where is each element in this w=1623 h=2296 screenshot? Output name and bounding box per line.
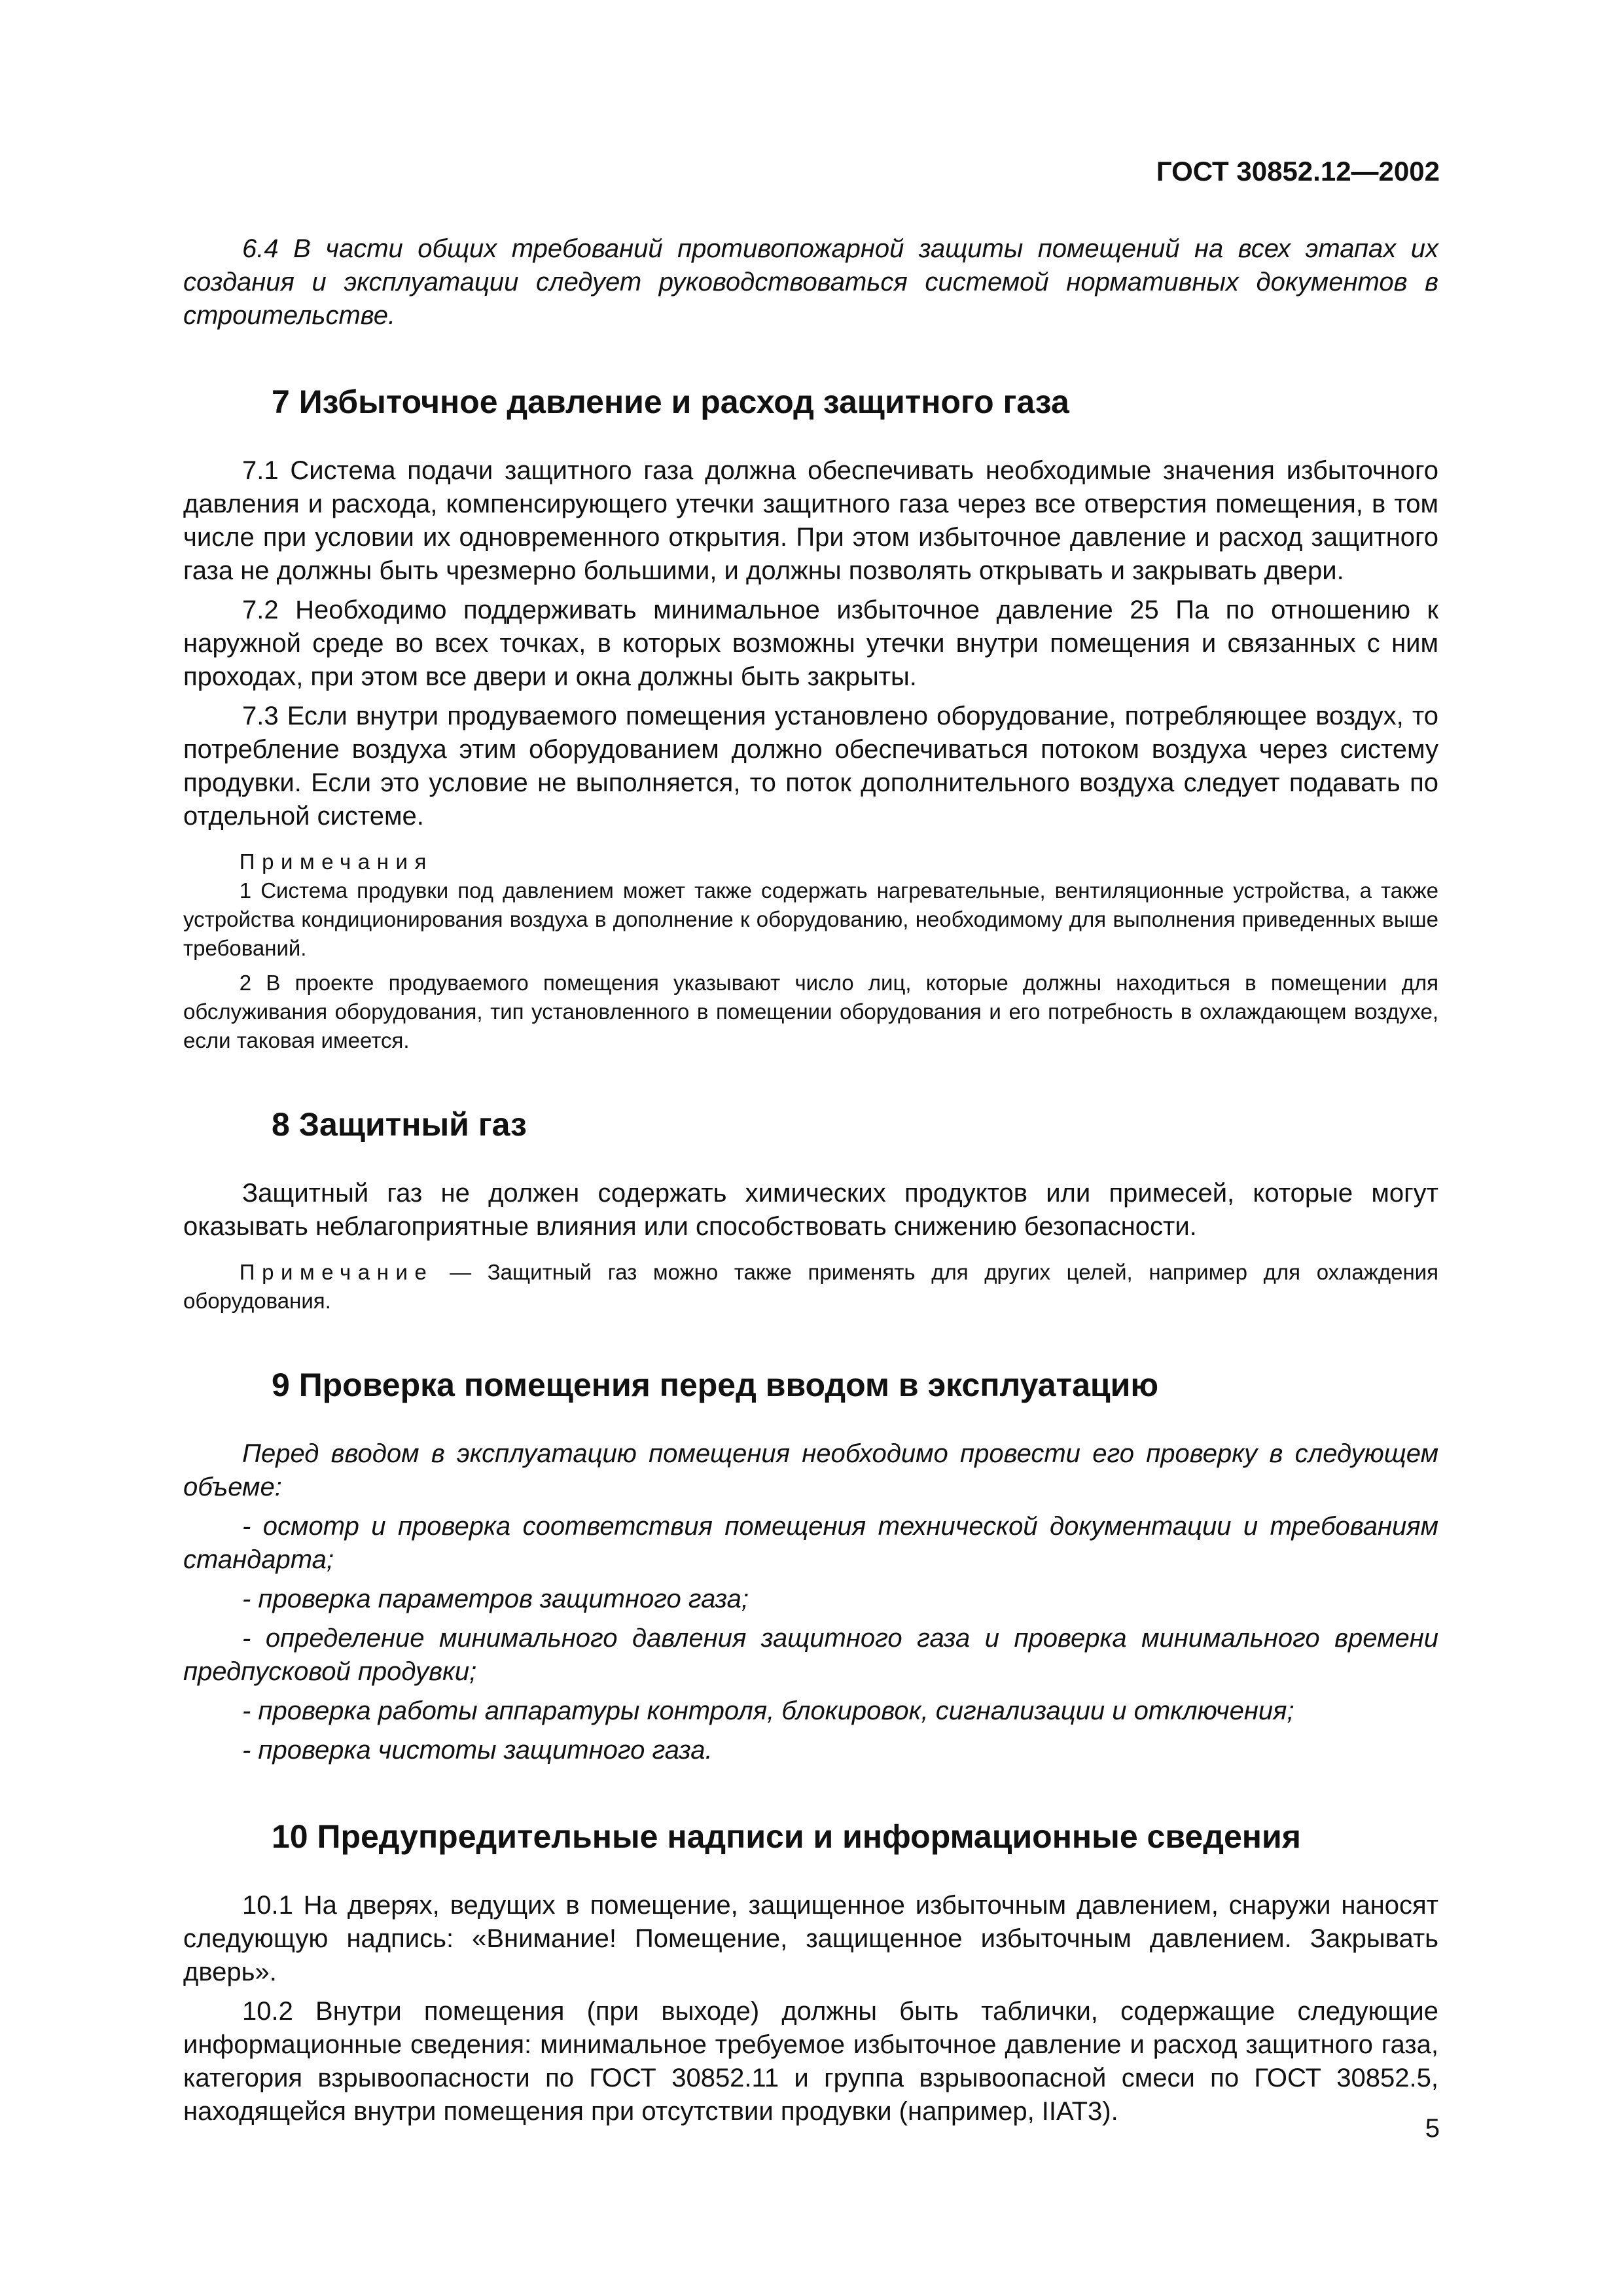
list-item: - проверка работы аппаратуры контроля, блокировок, сигнализации и отключения; [242, 1696, 1294, 1725]
list-item: - определение минимального давления защитного газа и проверка минимального времени предпусковой продувки; [183, 1624, 1438, 1686]
page-number: 5 [1425, 2114, 1440, 2143]
paragraph-10-1: 10.1 На дверях, ведущих в помещение, защищенное избыточным давлением, снаружи наносят следующую надпись: «Внимание! Помещение, защищенное избыточным давлением. Закрывать дверь». [183, 1891, 1438, 1986]
notes-title: Примечания [239, 850, 433, 874]
section-10-heading: 10 Предупредительные надписи и информационные сведения [272, 1818, 1301, 1855]
section-9-heading: 9 Проверка помещения перед вводом в эксплуатацию [272, 1367, 1159, 1403]
note-label: Примечание [239, 1260, 434, 1284]
paragraph-7-2: 7.2 Необходимо поддерживать минимальное избыточное давление 25 Па по отношению к наружной среде во всех точках, в которых возможны утечки внутри помещения и связанных с ним проходах, при этом все двери и окна должны быть закрыты. [183, 596, 1438, 691]
note-2: 2 В проекте продуваемого помещения указывают число лиц, которые должны находиться в помещении для обслуживания оборудования, тип установленного в помещении оборудования и его потребность в охлаждающем воздухе, если таковая имеется. [183, 971, 1438, 1052]
paragraph-6-4: 6.4 В части общих требований противопожарной защиты помещений на всех этапах их создания и эксплуатации следует руководствоваться системой нормативных документов в строительстве. [183, 234, 1438, 330]
paragraph-7-1: 7.1 Система подачи защитного газа должна обеспечивать необходимые значения избыточного давления и расхода, компенсирующего утечки защитного газа через все отверстия помещения, в том числе при условии их одновременного открытия. При этом избыточное давление и расход защитного газа не должны быть чрезмерно большими, и должны позволять открывать и закрывать двери. [183, 456, 1438, 585]
paragraph-9-intro: Перед вводом в эксплуатацию помещения необходимо провести его проверку в следующем объеме: [183, 1439, 1438, 1501]
list-item: - проверка чистоты защитного газа. [242, 1736, 713, 1765]
note-text: — Защитный газ можно также применять для других целей, например для охлаждения оборудования. [183, 1260, 1438, 1313]
paragraph-10-2: 10.2 Внутри помещения (при выходе) должны быть таблички, содержащие следующие информационные сведения: минимальное требуемое избыточное давление и расход защитного газа, категория взрывоопасности по ГОСТ 30852.11 и группа взрывоопасной смеси по ГОСТ 30852.5, находящейся внутри помещения при отсутствии продувки (например, IIАТ3). [183, 1997, 1438, 2126]
paragraph-8: Защитный газ не должен содержать химических продуктов или примесей, которые могут оказывать неблагоприятные влияния или способствовать снижению безопасности. [183, 1179, 1438, 1241]
document-body [183, 232, 1438, 2128]
list-item: - осмотр и проверка соответствия помещения технической документации и требованиям стандарта; [183, 1512, 1438, 1574]
list-item: - проверка параметров защитного газа; [242, 1585, 749, 1613]
note-8 [183, 1258, 1438, 1316]
document-header: ГОСТ 30852.12—2002 [1156, 156, 1440, 187]
note-1: 1 Система продувки под давлением может также содержать нагревательные, вентиляционные устройства, а также устройства кондиционирования воздуха в дополнение к оборудованию, необходимому для выполнения приведенных выше требований. [183, 878, 1438, 960]
section-8-heading: 8 Защитный газ [272, 1106, 527, 1143]
section-7-heading: 7 Избыточное давление и расход защитного газа [272, 384, 1069, 420]
paragraph-7-3: 7.3 Если внутри продуваемого помещения установлено оборудование, потребляющее воздух, то потребление воздуха этим оборудованием должно обеспечиваться потоком воздуха через систему продувки. Если это условие не выполняется, то поток дополнительного воздуха следует подавать по отдельной системе. [183, 702, 1438, 831]
